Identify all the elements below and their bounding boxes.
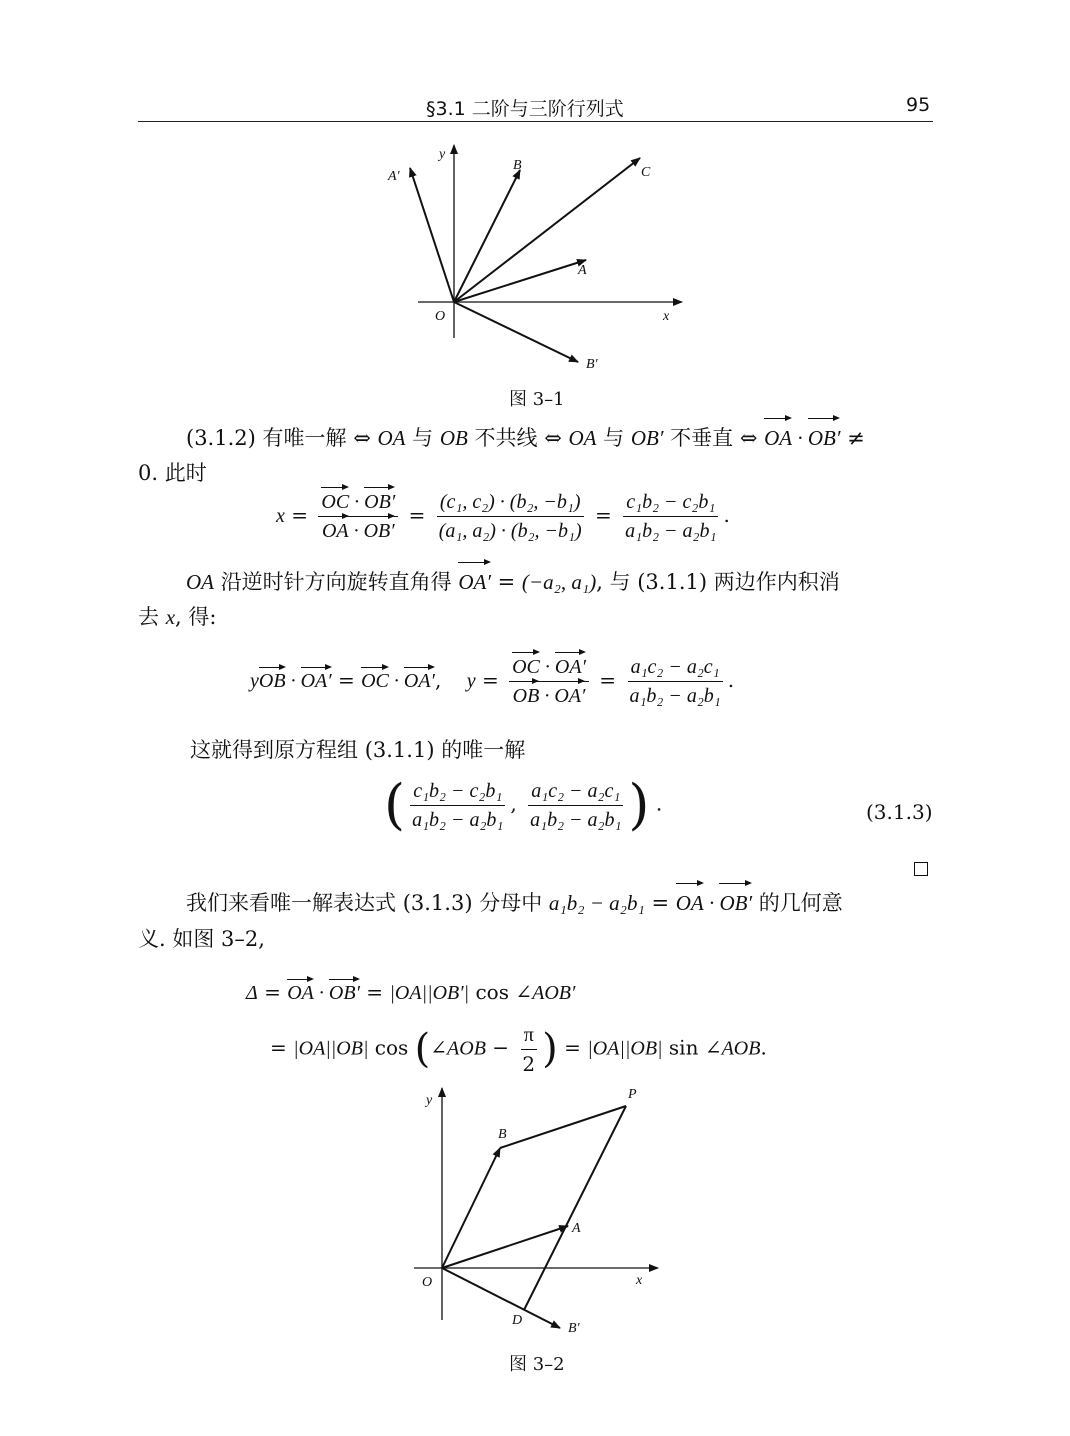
label-a: A — [572, 1221, 581, 1236]
label-b-prime: B′ — [568, 1321, 580, 1336]
equation-x: x = $\frac{OC \cdot OB'}{OA \cdot OB'}$ = $\frac{\text{(c₁, c₂) · (b₂, −b₁)}}{\text{(a₁, a₂) · (b₂, −b₁)}}$ = $\frac{\text{c₁b₂ − c₂b₁}}{\text{a₁b₂ − a₂b₁}}$ . — [276, 491, 730, 542]
figure-3-2 — [400, 1080, 680, 1340]
vector-oc — [454, 158, 640, 302]
paragraph-2-line-1: OA 沿逆时针方向旋转直角得 OA′ = (−a₂, a₁), 与 (3.1.1) 两边作内积消 — [186, 565, 840, 599]
paragraph-4-line-2: 义. 如图 3–2, — [138, 927, 265, 951]
label-o: O — [435, 309, 446, 324]
label-y: y — [426, 1093, 433, 1108]
paragraph-3: 这就得到原方程组 (3.1.1) 的唯一解 — [190, 738, 526, 762]
equation-y: yOB · OA′ = OC · OA′, y = $\frac{OC \cdot OA'}{OB \cdot OA'}$ = $\frac{\text{a₁c₂ − a₂c₁}}{\text{a₁b₂ − a₂b₁}}$ . — [250, 656, 735, 707]
label-o: O — [422, 1275, 433, 1290]
label-a: A — [578, 263, 587, 278]
vector-ob-prime — [442, 1268, 560, 1328]
paragraph-2-line-2: 去 x, 得: — [138, 605, 217, 629]
paragraph-1-line-1: (3.1.2) 有唯一解 ⇔ OA 与 OB 不共线 ⇔ OA 与 OB′ 不垂直 ⇔ OA · OB′ ≠ — [186, 421, 865, 455]
label-d: D — [512, 1313, 523, 1328]
edge-pd — [524, 1106, 626, 1310]
header-rule — [138, 121, 933, 122]
equation-3-1-3: ( $\frac{\text{c₁b₂ − c₂b₁}}{\text{a₁b₂ − a₂b₁}}$ , $\frac{\text{a₁c₂ − a₂c₁}}{\text{a₁b₂ − a₂b₁}}$ ) . — [384, 773, 663, 836]
label-y: y — [439, 147, 446, 162]
vector-oa — [454, 260, 586, 302]
vector-ob — [442, 1148, 500, 1268]
figure-3-2-caption: 图 3–2 — [509, 1354, 565, 1375]
paragraph-1-line-2: 0. 此时 — [138, 461, 207, 485]
label-x: x — [636, 1273, 643, 1288]
label-b: B — [498, 1127, 507, 1142]
label-c: C — [641, 165, 651, 180]
equation-delta-line-2: = |OA||OB| cos (∠AOB − $\frac{\pi}{2}$ ) = |OA||OB| sin ∠AOB. — [270, 1023, 767, 1076]
figure-3-1-caption: 图 3–1 — [509, 389, 565, 410]
label-b-prime: B′ — [586, 357, 598, 372]
paragraph-4-line-1: 我们来看唯一解表达式 (3.1.3) 分母中 a₁b₂ − a₂b₁ = OA · OB′ 的几何意 — [186, 886, 843, 920]
equation-delta-line-1: Δ = OA · OB′ = |OA||OB′| cos ∠AOB′ — [246, 980, 576, 1004]
label-p: P — [628, 1087, 637, 1102]
vector-oa-prime — [410, 168, 454, 302]
label-b: B — [513, 158, 522, 173]
figure-3-1 — [380, 140, 700, 380]
running-header-title: §3.1 二阶与三阶行列式 — [426, 98, 624, 120]
equation-number: (3.1.3) — [866, 800, 933, 824]
page-number: 95 — [906, 94, 931, 116]
label-x: x — [663, 309, 670, 324]
vector-ob — [454, 170, 520, 302]
vector-ob-prime — [454, 302, 578, 362]
label-a-prime: A′ — [388, 169, 400, 184]
qed-box — [914, 862, 928, 876]
